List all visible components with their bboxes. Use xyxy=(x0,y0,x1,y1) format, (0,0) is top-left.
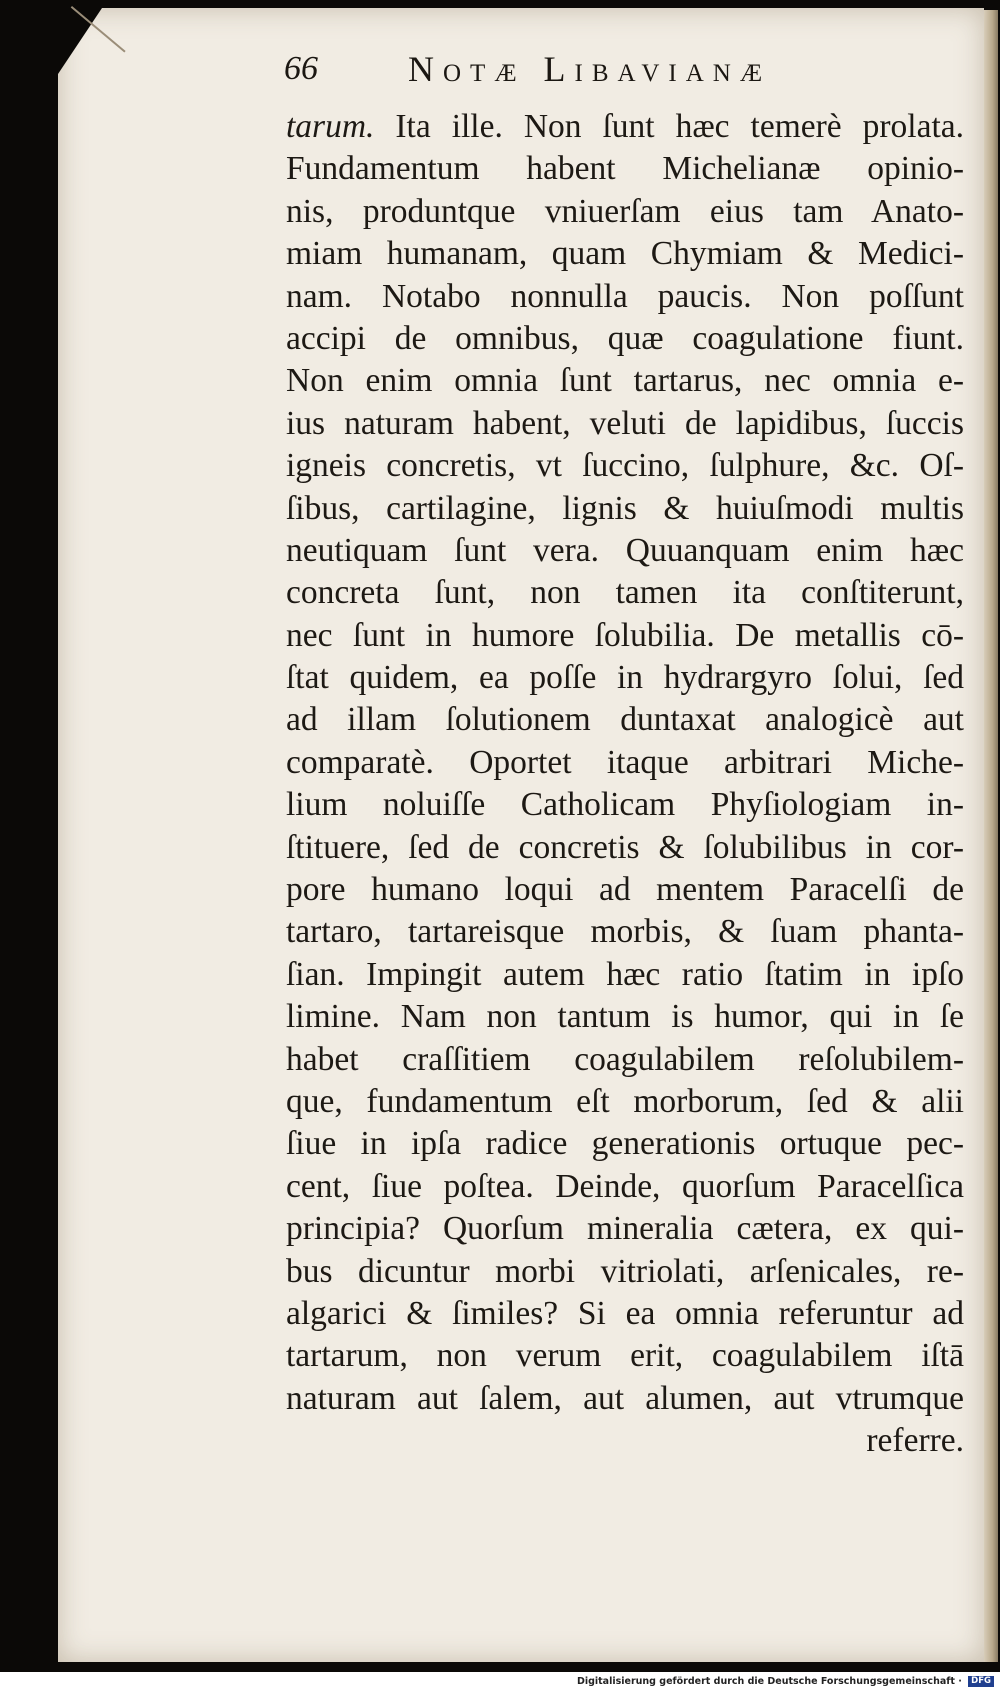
text-line: miam humanam, quam Chymiam & Medici- xyxy=(286,235,964,273)
text-line: nec ſunt in humore ſolubilia. De metallis cō- xyxy=(286,616,964,654)
catch-word: tarum. xyxy=(286,108,375,145)
text-line: nam. Notabo nonnulla paucis. Non poſſunt xyxy=(286,277,964,315)
text-line: algarici & ſimiles? Si ea omnia referuntur ad xyxy=(286,1294,964,1332)
text-line: tartaro, tartareisque morbis, & ſuam phanta- xyxy=(286,913,964,951)
text-line: accipi de omnibus, quæ coagulatione fiunt. xyxy=(286,319,964,357)
page-edge xyxy=(984,10,998,1662)
text-line: cent, ſiue poſtea. Deinde, quorſum Paracelſica xyxy=(286,1167,964,1205)
credit-text: Digitalisierung gefördert durch die Deutsche Forschungsgemeinschaft xyxy=(576,1676,955,1687)
digitization-credit: Digitalisierung gefördert durch die Deutsche Forschungsgemeinschaft · DFG xyxy=(577,1676,994,1687)
text-line: Non enim omnia ſunt tartarus, nec omnia e- xyxy=(286,362,964,400)
body-text xyxy=(286,106,964,1463)
text-line: habet craſſitiem coagulabilem reſolubilem- xyxy=(286,1040,964,1078)
text-line: ſian. Impingit autem hæc ratio ſtatim in ipſo xyxy=(286,955,964,993)
text-line: ſtituere, ſed de concretis & ſolubilibus in cor- xyxy=(286,828,964,866)
text-line: bus dicuntur morbi vitriolati, arſenicales, re- xyxy=(286,1252,964,1290)
text-line: lium noluiſſe Catholicam Phyſiologiam in- xyxy=(286,786,964,824)
text-line: que, fundamentum eſt morborum, ſed & alii xyxy=(286,1082,964,1120)
running-head: Notæ Libavianæ xyxy=(408,49,772,89)
text-line: ſtat quidem, ea poſſe in hydrargyro ſolui, ſed xyxy=(286,659,964,697)
text-line: pore humano loqui ad mentem Paracelſi de xyxy=(286,871,964,909)
text-line xyxy=(286,106,964,148)
folded-corner xyxy=(58,8,102,74)
text-line: ſiue in ipſa radice generationis ortuque pec- xyxy=(286,1125,964,1163)
dfg-logo: DFG xyxy=(968,1676,994,1687)
text-line: naturam aut ſalem, aut alumen, aut vtrumque xyxy=(286,1379,964,1417)
text-line-content: Ita ille. Non ſunt hæc temerè prolata. xyxy=(374,108,964,145)
text-line: igneis concretis, vt ſuccino, ſulphure, &c. Oſ- xyxy=(286,447,964,485)
text-line: concreta ſunt, non tamen ita conſtiterunt, xyxy=(286,574,964,612)
text-line: limine. Nam non tantum is humor, qui in ſe xyxy=(286,998,964,1036)
page-number: 66 xyxy=(284,50,318,87)
text-line: tartarum, non verum erit, coagulabilem iſtā xyxy=(286,1337,964,1375)
text-line: comparatè. Oportet itaque arbitrari Miche- xyxy=(286,743,964,781)
page-header xyxy=(284,48,844,98)
text-line: Fundamentum habent Michelianæ opinio- xyxy=(286,150,964,188)
text-line-last: referre. xyxy=(866,1422,964,1460)
text-line: principia? Quorſum mineralia cætera, ex qui- xyxy=(286,1210,964,1248)
text-line: nis, produntque vniuerſam eius tam Anato- xyxy=(286,192,964,230)
text-line: ius naturam habent, veluti de lapidibus, ſuccis xyxy=(286,404,964,442)
text-line: ad illam ſolutionem duntaxat analogicè aut xyxy=(286,701,964,739)
text-line: ſibus, cartilagine, lignis & huiuſmodi multis xyxy=(286,489,964,527)
text-line: neutiquam ſunt vera. Quuanquam enim hæc xyxy=(286,531,964,569)
